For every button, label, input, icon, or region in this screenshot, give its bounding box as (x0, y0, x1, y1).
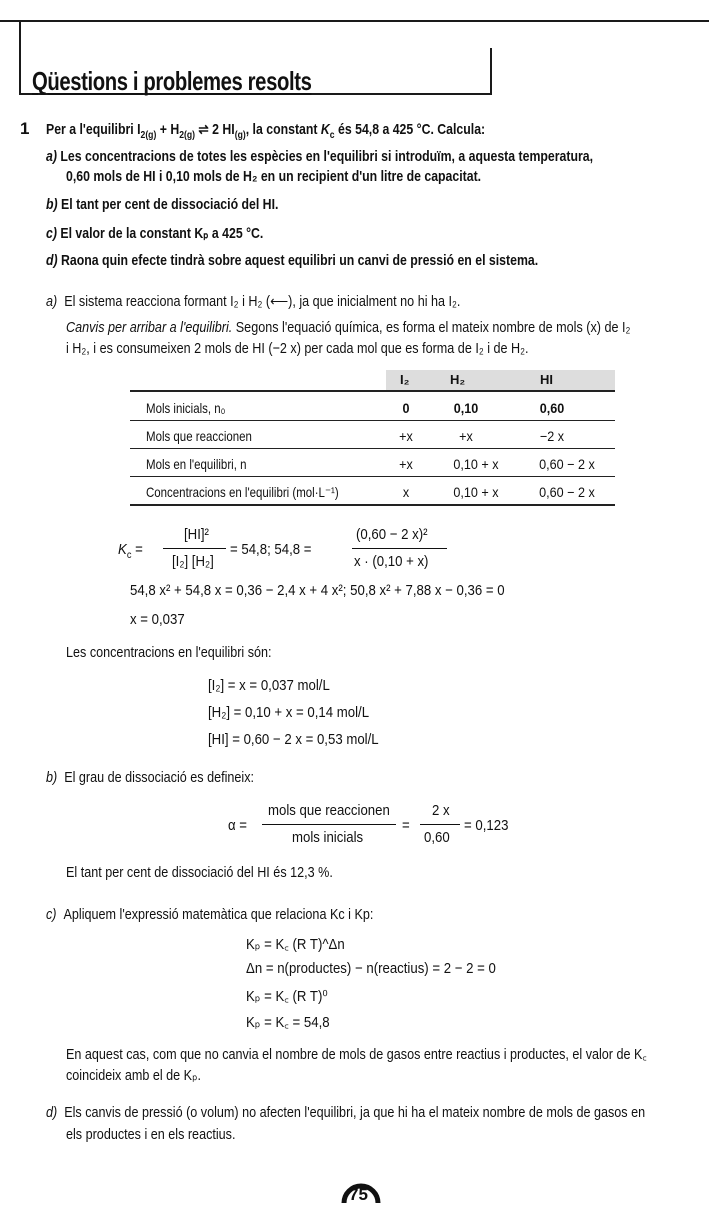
answer-d-line1: d) Els canvis de pressió (o volum) no afecten l'equilibri, ja que hi ha el mateix nombre de mols de gasos en (46, 1104, 646, 1121)
question-part-d: d) Raona quin efecte tindrà sobre aquest equilibri un canvi de pressió en el sistema. (46, 252, 539, 269)
concentration-h2: [H₂] = 0,10 + x = 0,14 mol/L (208, 704, 370, 721)
alpha-symbol: α = (228, 817, 248, 834)
page-number: 75 (349, 1185, 368, 1204)
title-frame-left (19, 22, 21, 94)
answer-a-line2: Canvis per arribar a l'equilibri. Segons l'equació química, es forma el mateix nombre de mols (x) de I₂ (66, 319, 631, 336)
fraction-bar (352, 548, 447, 549)
kp-eq-2: Δn = n(productes) − n(reactius) = 2 − 2 = 0 (246, 960, 496, 977)
kc-denominator-2: x · (0,10 + x) (354, 553, 429, 570)
question-number: 1 (20, 119, 30, 138)
answer-c-conclusion-1: En aquest cas, com que no canvia el nombre de mols de gasos entre reactius i productes, el valor de K꜀ (66, 1046, 647, 1063)
table-header-hi: HI (540, 372, 553, 387)
kp-eq-1: Kₚ = K꜀ (R T)^Δn (246, 936, 345, 953)
table-row: Concentracions en l'equilibri (mol·L⁻¹) x 0,10 + x 0,60 − 2 x (146, 484, 595, 500)
answer-c-conclusion-2: coincideix amb el de Kₚ. (66, 1067, 201, 1084)
fraction-bar (420, 824, 460, 825)
concentrations-intro: Les concentracions en l'equilibri són: (66, 644, 272, 661)
quadratic-equation: 54,8 x² + 54,8 x = 0,36 − 2,4 x + 4 x²; 50,8 x² + 7,88 x − 0,36 = 0 (130, 582, 505, 599)
kp-eq-4: Kₚ = K꜀ = 54,8 (246, 1014, 330, 1031)
table-row: Mols que reaccionen +x +x −2 x (146, 428, 565, 444)
answer-b-intro: b) El grau de dissociació es defineix: (46, 769, 255, 786)
x-solution: x = 0,037 (130, 611, 185, 628)
alpha-result: = 0,123 (464, 817, 509, 834)
concentration-hi: [HI] = 0,60 − 2 x = 0,53 mol/L (208, 731, 379, 748)
section-title: Qüestions i problemes resolts (32, 66, 312, 96)
fraction-bar (262, 824, 396, 825)
question-part-a: a) Les concentracions de totes les espècies en l'equilibri si introduïm, a aquesta temperatura, (46, 148, 594, 165)
table-header-band (386, 370, 615, 390)
alpha-numerator: mols que reaccionen (268, 802, 390, 819)
table-header-h2: H₂ (450, 372, 466, 387)
kc-numerator: [HI]² (184, 526, 209, 543)
kp-eq-3: Kₚ = K꜀ (R T)⁰ (246, 988, 328, 1005)
question-part-c: c) El valor de la constant Kₚ a 425 °C. (46, 225, 264, 242)
answer-a-line1: a) El sistema reacciona formant I₂ i H₂ (⟵), ja que inicialment no hi ha I₂. (46, 293, 461, 310)
kc-denominator: [I₂] [H₂] (172, 553, 214, 570)
question-stem: Per a l'equilibri $I_{2(g)} + H_{2(g)}$ ⇌ 2 $HI_{(g)}$, la constant $K_c$ és 54,8 a 425 °C. Calcula: (46, 121, 486, 141)
alpha-denominator: mols inicials (292, 829, 364, 846)
alpha-denominator-2: 0,60 (424, 829, 450, 846)
fraction-bar (163, 548, 226, 549)
table-row: Mols inicials, n₀ 0 0,10 0,60 (146, 400, 565, 416)
alpha-numerator-2: 2 x (432, 802, 450, 819)
table-rule (130, 504, 615, 506)
kc-value: = 54,8; 54,8 = (230, 541, 312, 558)
question-part-a-line2: 0,60 mols de HI i 0,10 mols de H₂ en un recipient d'un litre de capacitat. (66, 168, 482, 185)
answer-d-line2: els productes i en els reactius. (66, 1126, 236, 1143)
kc-numerator-2: (0,60 − 2 x)² (356, 526, 428, 543)
title-frame-right (490, 48, 492, 94)
page-number-badge (340, 1167, 382, 1209)
table-row: Mols en l'equilibri, n +x 0,10 + x 0,60 − 2 x (146, 456, 595, 472)
kc-lhs: $K_c$ = (118, 541, 143, 561)
answer-b-conclusion: El tant per cent de dissociació del HI és 12,3 %. (66, 864, 333, 881)
concentration-i2: [I₂] = x = 0,037 mol/L (208, 677, 330, 694)
answer-c-intro: c) Apliquem l'expressió matemàtica que relaciona Kc i Kp: (46, 906, 374, 923)
table-header-i2: I₂ (400, 372, 410, 387)
equals-sign: = (402, 817, 410, 834)
question-part-b: b) El tant per cent de dissociació del HI. (46, 196, 279, 213)
answer-a-line3: i H₂, i es consumeixen 2 mols de HI (−2 x) per cada mol que es forma de I₂ i de H₂. (66, 340, 529, 357)
top-rule (0, 20, 709, 22)
